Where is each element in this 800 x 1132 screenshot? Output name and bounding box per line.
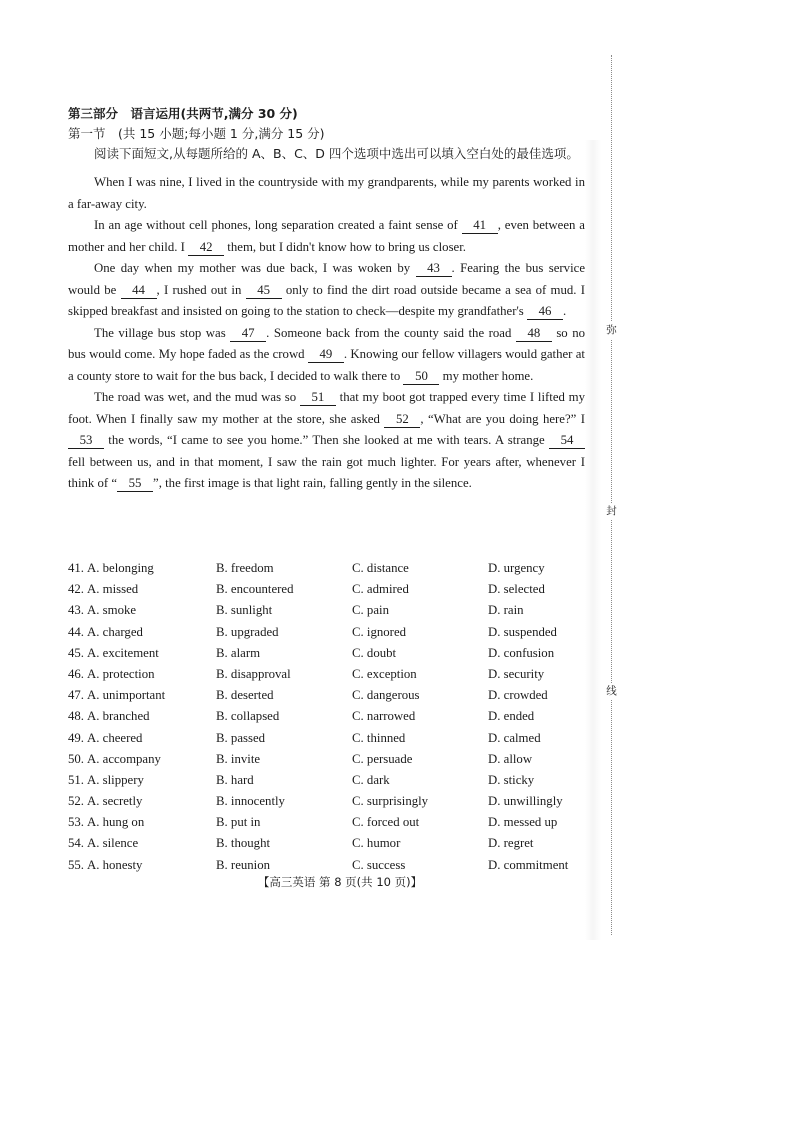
question-number: 53.	[68, 815, 84, 830]
blank-51: 51	[300, 390, 336, 406]
option-text: A. branched	[87, 709, 150, 724]
option-b	[216, 749, 352, 770]
margin-mark-seal: 弥	[603, 322, 620, 339]
directions: 阅读下面短文,从每题所给的 A、B、C、D 四个选项中选出可以填入空白处的最佳选项。	[94, 146, 579, 161]
option-d	[488, 833, 598, 854]
option-row	[68, 706, 608, 727]
option-text: D. messed up	[488, 815, 558, 830]
option-text: B. disapproval	[216, 666, 291, 681]
blank-45: 45	[246, 283, 282, 299]
option-text: A. cheered	[87, 730, 143, 745]
blank-44: 44	[121, 283, 157, 299]
option-text: D. allow	[488, 751, 533, 766]
blank-50: 50	[403, 369, 439, 385]
paragraph-1	[68, 172, 585, 215]
option-c	[352, 728, 488, 749]
option-row	[68, 749, 608, 770]
option-text: A. secretly	[87, 794, 143, 809]
option-text: A. charged	[87, 624, 143, 639]
passage-text: The road was wet, and the mud was so	[94, 390, 300, 404]
option-a	[68, 643, 216, 664]
option-a	[68, 558, 216, 579]
question-number: 42.	[68, 582, 84, 597]
option-a	[68, 791, 216, 812]
question-number: 55.	[68, 857, 84, 872]
option-c	[352, 664, 488, 685]
option-d	[488, 600, 598, 621]
passage-text: . Someone back from the county said the road	[266, 325, 516, 340]
passage-text: , “What are you doing here?” I	[420, 411, 585, 426]
question-number: 49.	[68, 730, 84, 745]
option-b	[216, 855, 352, 876]
option-text: A. honesty	[87, 857, 143, 872]
passage-text: so no bus would come. My hope faded as the crowd	[68, 325, 585, 361]
option-a	[68, 622, 216, 643]
option-row	[68, 643, 608, 664]
blank-52: 52	[384, 412, 420, 428]
option-a	[68, 812, 216, 833]
passage-text: One day when my mother was due back, I was woken by	[94, 261, 416, 275]
option-d	[488, 622, 598, 643]
option-text: D. confusion	[488, 645, 555, 660]
option-text: C. dangerous	[352, 688, 420, 703]
blank-47: 47	[230, 326, 266, 342]
option-c	[352, 749, 488, 770]
option-a	[68, 685, 216, 706]
option-text: D. suspended	[488, 624, 557, 639]
question-number: 46.	[68, 666, 84, 681]
option-row	[68, 600, 608, 621]
option-text: C. surprisingly	[352, 794, 429, 809]
blank-49: 49	[308, 347, 344, 363]
option-c	[352, 643, 488, 664]
passage-text: . Knowing our fellow villagers would gather at a county store to wait for the bus back, I decided to walk there to	[68, 347, 585, 383]
question-number: 41.	[68, 561, 84, 575]
option-text: A. hung on	[87, 815, 145, 830]
passage-text: , I rushed out in	[156, 282, 246, 297]
blank-42: 42	[188, 240, 224, 256]
option-d	[488, 812, 598, 833]
option-text: A. missed	[87, 582, 139, 597]
option-text: D. selected	[488, 582, 545, 597]
option-text: C. admired	[352, 582, 409, 597]
option-b	[216, 706, 352, 727]
passage	[68, 172, 585, 495]
option-text: A. smoke	[87, 603, 137, 618]
option-row	[68, 685, 608, 706]
option-text: D. regret	[488, 836, 534, 851]
option-text: C. dark	[352, 772, 390, 787]
option-c	[352, 600, 488, 621]
option-text: D. crowded	[488, 688, 548, 703]
option-row	[68, 728, 608, 749]
blank-41: 41	[462, 218, 498, 234]
question-number: 43.	[68, 603, 84, 618]
question-number: 51.	[68, 772, 84, 787]
question-number: 52.	[68, 794, 84, 809]
option-text: B. alarm	[216, 645, 261, 660]
blank-55: 55	[117, 476, 153, 492]
passage-text: the words, “I came to see you home.” Then she looked at me with tears. A strange	[104, 433, 549, 447]
option-text: A. unimportant	[87, 688, 166, 703]
option-text: D. security	[488, 666, 545, 681]
option-text: C. doubt	[352, 645, 397, 660]
option-text: C. ignored	[352, 624, 407, 639]
option-text: D. sticky	[488, 772, 535, 787]
option-a	[68, 855, 216, 876]
passage-text: In an age without cell phones, long separation created a faint sense of	[94, 218, 462, 232]
option-text: B. sunlight	[216, 603, 273, 618]
option-c	[352, 812, 488, 833]
option-row	[68, 833, 608, 854]
paragraph-3	[68, 258, 585, 323]
question-number: 47.	[68, 688, 84, 703]
option-text: D. calmed	[488, 730, 541, 745]
passage-text: fell between us, and in that moment, I saw the rain got much lighter. For years after, whenever I think of “	[68, 454, 585, 490]
section-header	[68, 104, 588, 164]
option-d	[488, 685, 598, 706]
question-number: 48.	[68, 709, 84, 724]
passage-text: ”, the first image is that light rain, falling gently in the silence.	[153, 476, 472, 490]
option-text: B. invite	[216, 751, 261, 766]
section-title: 第一节 (共 15 小题;每小题 1 分,满分 15 分)	[68, 126, 325, 141]
question-number: 54.	[68, 836, 84, 851]
option-text: B. deserted	[216, 688, 274, 703]
passage-text: , even between a mother and her child. I	[68, 218, 585, 254]
option-text: C. distance	[352, 561, 409, 575]
option-text: D. rain	[488, 603, 524, 618]
option-d	[488, 770, 598, 791]
option-text: C. forced out	[352, 815, 420, 830]
option-b	[216, 600, 352, 621]
option-b	[216, 622, 352, 643]
passage-text: .	[562, 304, 567, 318]
option-text: C. thinned	[352, 730, 406, 745]
blank-53: 53	[68, 433, 104, 449]
passage-text: my mother home.	[439, 368, 534, 383]
question-number: 45.	[68, 645, 84, 660]
option-text: B. upgraded	[216, 624, 279, 639]
option-text: C. narrowed	[352, 709, 416, 724]
option-b	[216, 579, 352, 600]
passage-text: . Fearing the bus service would be	[68, 261, 585, 297]
binding-dotted-line	[611, 55, 612, 935]
option-b	[216, 664, 352, 685]
option-d	[488, 855, 598, 876]
option-d	[488, 706, 598, 727]
option-row	[68, 622, 608, 643]
option-a	[68, 600, 216, 621]
option-text: B. hard	[216, 772, 254, 787]
option-text: A. slippery	[87, 772, 144, 787]
option-row	[68, 558, 608, 579]
paragraph-5	[68, 387, 585, 495]
option-c	[352, 855, 488, 876]
option-text: D. urgency	[488, 561, 545, 575]
option-text: B. thought	[216, 836, 271, 851]
page-footer: 【高三英语 第 8 页(共 10 页)】	[257, 875, 423, 889]
option-b	[216, 558, 352, 579]
part-title: 第三部分 语言运用(共两节,满分 30 分)	[68, 106, 298, 121]
option-text: B. encountered	[216, 582, 294, 597]
option-a	[68, 728, 216, 749]
option-a	[68, 664, 216, 685]
option-text: A. belonging	[87, 561, 154, 575]
margin-mark-closed: 封	[603, 503, 620, 520]
passage-text: The village bus stop was	[94, 325, 231, 340]
option-text: B. reunion	[216, 857, 271, 872]
paragraph-2	[68, 215, 585, 258]
option-text: D. commitment	[488, 857, 569, 872]
option-c	[352, 706, 488, 727]
option-text: C. persuade	[352, 751, 413, 766]
passage-text: When I was nine, I lived in the countryside with my grandparents, while my parents worked in a far-away city.	[68, 175, 585, 211]
option-c	[352, 579, 488, 600]
blank-54: 54	[549, 433, 585, 449]
blank-48: 48	[516, 326, 552, 342]
option-a	[68, 706, 216, 727]
option-row	[68, 770, 608, 791]
paragraph-4	[68, 323, 585, 388]
option-d	[488, 558, 598, 579]
option-text: A. excitement	[87, 645, 159, 660]
option-text: D. unwillingly	[488, 794, 563, 809]
option-c	[352, 791, 488, 812]
option-b	[216, 643, 352, 664]
option-text: B. passed	[216, 730, 266, 745]
blank-43: 43	[416, 261, 452, 277]
option-b	[216, 791, 352, 812]
option-text: B. put in	[216, 815, 261, 830]
question-number: 50.	[68, 751, 84, 766]
option-text: A. accompany	[87, 751, 161, 766]
option-b	[216, 833, 352, 854]
options-list	[68, 558, 608, 876]
option-a	[68, 579, 216, 600]
option-a	[68, 833, 216, 854]
option-text: C. humor	[352, 836, 401, 851]
option-text: C. pain	[352, 603, 389, 618]
option-a	[68, 749, 216, 770]
blank-46: 46	[527, 304, 563, 320]
option-text: C. success	[352, 857, 406, 872]
option-c	[352, 622, 488, 643]
margin-mark-line: 线	[603, 683, 620, 700]
question-number: 44.	[68, 624, 84, 639]
option-c	[352, 558, 488, 579]
option-row	[68, 855, 608, 876]
passage-text: that my boot got trapped every time I lifted my foot. When I finally saw my mother at the store, she asked	[68, 390, 585, 426]
passage-text: only to find the dirt road outside became a sea of mud. I skipped breakfast and insisted on going to the station to check—despite my grandfather's	[68, 282, 585, 318]
option-row	[68, 579, 608, 600]
option-c	[352, 770, 488, 791]
option-text: D. ended	[488, 709, 535, 724]
option-c	[352, 685, 488, 706]
option-text: B. innocently	[216, 794, 285, 809]
option-row	[68, 812, 608, 833]
option-text: A. protection	[87, 666, 155, 681]
option-text: B. freedom	[216, 561, 274, 575]
option-a	[68, 770, 216, 791]
option-row	[68, 664, 608, 685]
option-text: A. silence	[87, 836, 139, 851]
option-b	[216, 770, 352, 791]
option-d	[488, 791, 598, 812]
option-d	[488, 749, 598, 770]
option-d	[488, 728, 598, 749]
option-b	[216, 812, 352, 833]
option-text: C. exception	[352, 666, 417, 681]
option-row	[68, 791, 608, 812]
option-d	[488, 579, 598, 600]
option-b	[216, 685, 352, 706]
passage-text: them, but I didn't know how to bring us closer.	[224, 239, 466, 254]
option-d	[488, 664, 598, 685]
option-text: B. collapsed	[216, 709, 280, 724]
option-c	[352, 833, 488, 854]
option-d	[488, 643, 598, 664]
option-b	[216, 728, 352, 749]
